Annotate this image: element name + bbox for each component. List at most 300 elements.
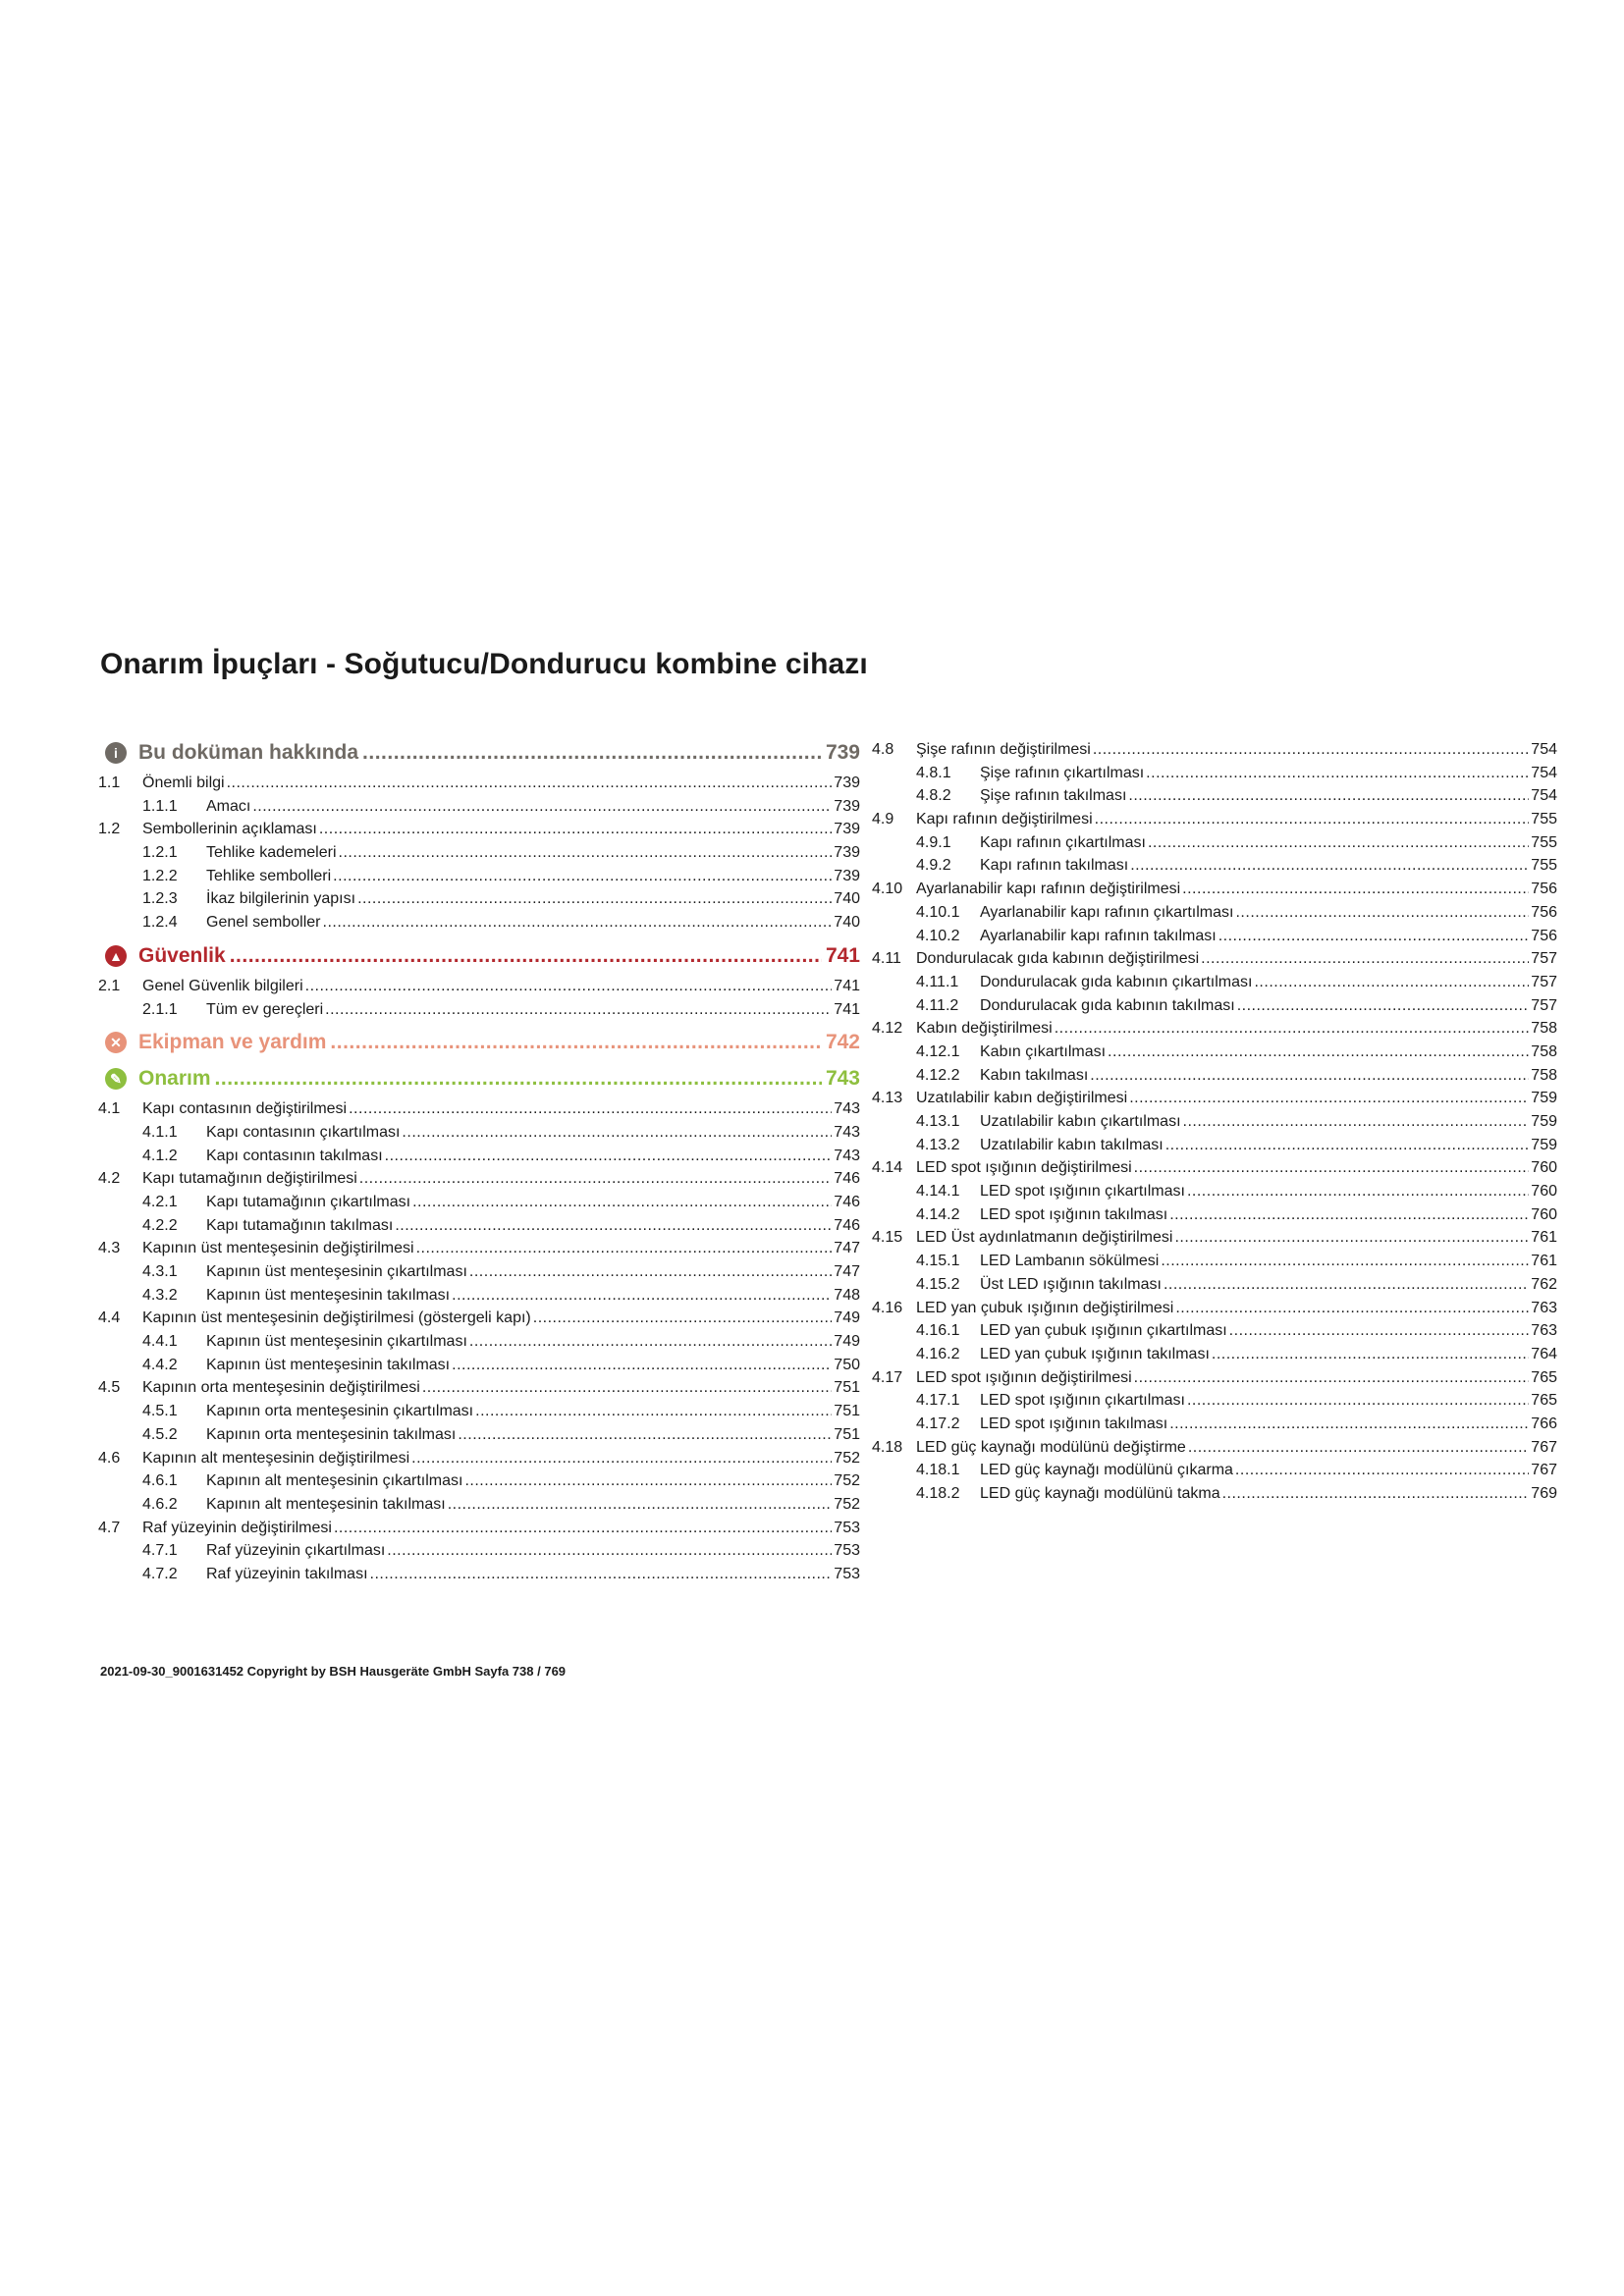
- dot-leader: [1187, 1389, 1529, 1413]
- page-footer: 2021-09-30_9001631452 Copyright by BSH Hausgeräte GmbH Sayfa 738 / 769: [100, 1664, 567, 1679]
- toc-entry-4-13-1[interactable]: [872, 1110, 1557, 1134]
- dot-leader: [1169, 1413, 1529, 1436]
- toc-entry-4-18-2[interactable]: [872, 1482, 1557, 1506]
- dot-leader: [385, 1145, 833, 1168]
- toc-entry-number: 4.18.1: [916, 1462, 960, 1479]
- toc-entry-number: 4.5.1: [142, 1403, 178, 1420]
- toc-entry-title: Uzatılabilir kabın takılması: [980, 1136, 1164, 1153]
- toc-entry-number: 4.3.2: [142, 1286, 178, 1304]
- wrench-icon: ✎: [105, 1068, 127, 1090]
- toc-entry-number: 4.18.2: [916, 1485, 960, 1502]
- dot-leader: [215, 1067, 822, 1091]
- dot-leader: [452, 1284, 832, 1308]
- toc-entry-4-17[interactable]: [872, 1366, 1557, 1390]
- dot-leader: [1201, 947, 1529, 971]
- dot-leader: [305, 975, 833, 998]
- toc-entry-number: 4.16: [872, 1299, 903, 1316]
- toc-entry-number: 4.17: [872, 1368, 903, 1386]
- toc-chapter-title: Onarım: [138, 1067, 211, 1091]
- toc-entry-title: Tehlike sembolleri: [206, 867, 332, 884]
- toc-page-number: 743: [825, 1067, 860, 1091]
- toc-entry-4-7-2[interactable]: [98, 1563, 860, 1586]
- toc-entry-number: 4.13: [872, 1090, 903, 1107]
- toc-page-number: 741: [834, 1000, 860, 1018]
- toc-entry-number: 4.1.1: [142, 1123, 178, 1141]
- toc-entry-4-18-1[interactable]: [872, 1459, 1557, 1482]
- toc-page-number: 757: [1531, 973, 1557, 990]
- toc-entry-4-9[interactable]: [872, 808, 1557, 831]
- toc-entry-title: Tehlike kademeleri: [206, 844, 337, 862]
- dot-leader: [1218, 925, 1530, 948]
- toc-entry-number: 1.1.1: [142, 797, 178, 815]
- toc-entry-4-16-2[interactable]: [872, 1343, 1557, 1366]
- toc-entry-number: 4.4: [98, 1309, 121, 1327]
- toc-entry-4-15-2[interactable]: [872, 1273, 1557, 1297]
- dot-leader: [323, 911, 833, 934]
- toc-entry-title: Raf yüzeyinin değiştirilmesi: [142, 1519, 332, 1536]
- toc-entry-4-11-1[interactable]: [872, 971, 1557, 994]
- toc-entry-4-4-1[interactable]: [98, 1330, 860, 1354]
- toc-chapter-title: Bu doküman hakkında: [138, 741, 359, 764]
- dot-leader: [227, 772, 833, 795]
- toc-page-number: 741: [825, 943, 860, 967]
- toc-entry-title: LED spot ışığının takılması: [980, 1205, 1168, 1223]
- toc-entry-4-2-1[interactable]: [98, 1191, 860, 1214]
- toc-chapter-title: Güvenlik: [138, 943, 226, 967]
- toc-entry-number: 4.17.2: [916, 1415, 960, 1432]
- dot-leader: [1212, 1343, 1529, 1366]
- toc-entry-1-1[interactable]: [98, 772, 860, 795]
- toc-page-number: 739: [834, 867, 860, 884]
- toc-entry-title: Genel semboller: [206, 914, 321, 932]
- dot-leader: [416, 1237, 833, 1260]
- toc-page-number: 746: [834, 1170, 860, 1188]
- toc-entry-title: Ayarlanabilir kapı rafının takılması: [980, 927, 1217, 944]
- toc-page-number: 756: [1531, 903, 1557, 921]
- toc-entry-title: LED yan çubuk ışığının değiştirilmesi: [916, 1299, 1174, 1316]
- toc-entry-4-15[interactable]: [872, 1226, 1557, 1250]
- toc-right-column: [872, 738, 1557, 1506]
- toc-entry-title: Kapının orta menteşesinin değiştirilmesi: [142, 1379, 420, 1397]
- toc-entry-number: 4.8.1: [916, 764, 951, 781]
- toc-entry-4-10[interactable]: [872, 878, 1557, 901]
- toc-page-number: 748: [834, 1286, 860, 1304]
- toc-entry-number: 4.9.2: [916, 857, 951, 875]
- toc-entry-4-3-1[interactable]: [98, 1260, 860, 1284]
- dot-leader: [359, 1167, 833, 1191]
- toc-entry-4-18[interactable]: [872, 1436, 1557, 1460]
- toc-entry-number: 4.6: [98, 1449, 121, 1467]
- dot-leader: [1146, 762, 1529, 785]
- toc-chapter-onarim[interactable]: [98, 1064, 860, 1094]
- toc-entry-title: Tüm ev gereçleri: [206, 1000, 324, 1018]
- dot-leader: [1134, 1156, 1530, 1180]
- toc-entry-title: LED güç kaynağı modülünü çıkarma: [980, 1462, 1233, 1479]
- dot-leader: [333, 865, 832, 888]
- toc-entry-number: 4.5: [98, 1379, 121, 1397]
- toc-entry-4-6-1[interactable]: [98, 1469, 860, 1493]
- toc-entry-4-12-1[interactable]: [872, 1041, 1557, 1064]
- toc-entry-4-5-2[interactable]: [98, 1423, 860, 1447]
- toc-entry-title: Amacı: [206, 797, 251, 815]
- toc-entry-4-6[interactable]: [98, 1447, 860, 1470]
- toc-entry-title: Kapının üst menteşesinin takılması: [206, 1286, 451, 1304]
- toc-entry-number: 4.7.2: [142, 1565, 178, 1582]
- toc-entry-4-12-2[interactable]: [872, 1064, 1557, 1088]
- toc-entry-number: 1.2.4: [142, 914, 178, 932]
- toc-entry-4-13-2[interactable]: [872, 1134, 1557, 1157]
- toc-entry-4-16[interactable]: [872, 1297, 1557, 1320]
- toc-entry-1-2-2[interactable]: [98, 865, 860, 888]
- toc-page-number: 752: [834, 1449, 860, 1467]
- dot-leader: [469, 1260, 832, 1284]
- toc-entry-title: Dondurulacak gıda kabının çıkartılması: [980, 973, 1253, 990]
- toc-entry-4-8-1[interactable]: [872, 762, 1557, 785]
- toc-entry-number: 4.15: [872, 1229, 903, 1247]
- toc-chapter-bu-dokuman-hakkinda[interactable]: [98, 738, 860, 768]
- toc-entry-4-8-2[interactable]: [872, 784, 1557, 808]
- toc-page-number: 740: [834, 890, 860, 908]
- dot-leader: [1182, 878, 1529, 901]
- toc-entry-title: Uzatılabilir kabın çıkartılması: [980, 1113, 1181, 1130]
- toc-entry-title: Uzatılabilir kabın değiştirilmesi: [916, 1090, 1128, 1107]
- toc-entry-4-10-1[interactable]: [872, 901, 1557, 925]
- toc-entry-4-17-2[interactable]: [872, 1413, 1557, 1436]
- dot-leader: [1055, 1017, 1530, 1041]
- toc-entry-number: 4.16.2: [916, 1345, 960, 1362]
- toc-entry-number: 4.10.2: [916, 927, 960, 944]
- toc-entry-title: Kapı contasının çıkartılması: [206, 1123, 401, 1141]
- toc-entry-number: 4.12: [872, 1020, 903, 1038]
- toc-entry-title: LED spot ışığının değiştirilmesi: [916, 1368, 1132, 1386]
- toc-page-number: 767: [1531, 1438, 1557, 1456]
- toc-entry-title: LED spot ışığının çıkartılması: [980, 1392, 1185, 1410]
- dot-leader: [395, 1214, 832, 1238]
- dot-leader: [1183, 1110, 1530, 1134]
- dot-leader: [1254, 971, 1529, 994]
- toc-entry-title: Genel Güvenlik bilgileri: [142, 977, 303, 994]
- toc-page-number: 757: [1531, 996, 1557, 1014]
- toc-entry-title: Raf yüzeyinin takılması: [206, 1565, 368, 1582]
- toc-page-number: 750: [834, 1356, 860, 1373]
- toc-entry-title: Kabın değiştirilmesi: [916, 1020, 1053, 1038]
- toc-page-number: 740: [834, 914, 860, 932]
- dot-leader: [1235, 901, 1529, 925]
- toc-chapter-title: Ekipman ve yardım: [138, 1031, 327, 1054]
- toc-entry-number: 4.10.1: [916, 903, 960, 921]
- toc-entry-number: 4.6.1: [142, 1472, 178, 1490]
- toc-entry-4-7[interactable]: [98, 1517, 860, 1540]
- toc-left-column: [98, 738, 860, 1586]
- toc-page-number: 751: [834, 1425, 860, 1443]
- dot-leader: [452, 1354, 832, 1377]
- toc-entry-title: LED güç kaynağı modülünü değiştirme: [916, 1438, 1186, 1456]
- toc-entry-title: Kapının orta menteşesinin takılması: [206, 1425, 457, 1443]
- toc-entry-4-3-2[interactable]: [98, 1284, 860, 1308]
- toc-entry-4-1[interactable]: [98, 1097, 860, 1121]
- toc-entry-number: 4.11: [872, 950, 901, 968]
- toc-entry-title: Kapının alt menteşesinin çıkartılması: [206, 1472, 463, 1490]
- dot-leader: [1188, 1436, 1529, 1460]
- dot-leader: [387, 1539, 832, 1563]
- toc-page-number: 746: [834, 1216, 860, 1234]
- toc-page-number: 739: [834, 821, 860, 838]
- toc-entry-number: 4.7.1: [142, 1542, 178, 1560]
- toc-entry-number: 4.4.1: [142, 1333, 178, 1351]
- dot-leader: [1174, 1226, 1529, 1250]
- toc-entry-4-13[interactable]: [872, 1087, 1557, 1110]
- toc-page-number: 751: [834, 1379, 860, 1397]
- toc-entry-4-6-2[interactable]: [98, 1493, 860, 1517]
- toc-entry-4-11-2[interactable]: [872, 994, 1557, 1018]
- toc-entry-number: 4.10: [872, 881, 903, 898]
- dot-leader: [1090, 1064, 1529, 1088]
- toc-entry-4-5-1[interactable]: [98, 1400, 860, 1423]
- toc-entry-1-2-4[interactable]: [98, 911, 860, 934]
- toc-entry-title: LED spot ışığının çıkartılması: [980, 1183, 1185, 1201]
- toc-entry-title: LED yan çubuk ışığının çıkartılması: [980, 1322, 1227, 1340]
- toc-page-number: 759: [1531, 1113, 1557, 1130]
- dot-leader: [1164, 1273, 1529, 1297]
- toc-page-number: 765: [1531, 1368, 1557, 1386]
- dot-leader: [370, 1563, 833, 1586]
- dot-leader: [252, 795, 832, 819]
- dot-leader: [1161, 1250, 1529, 1273]
- toc-page-number: 747: [834, 1263, 860, 1280]
- toc-page-number: 739: [834, 797, 860, 815]
- toc-page-number: 743: [834, 1147, 860, 1164]
- toc-page-number: 739: [834, 844, 860, 862]
- toc-entry-title: Kapının orta menteşesinin çıkartılması: [206, 1403, 474, 1420]
- toc-entry-4-4-2[interactable]: [98, 1354, 860, 1377]
- toc-entry-number: 4.14.1: [916, 1183, 960, 1201]
- dot-leader: [1134, 1366, 1530, 1390]
- dot-leader: [1128, 784, 1529, 808]
- toc-entry-1-1-1[interactable]: [98, 795, 860, 819]
- dot-leader: [339, 841, 833, 865]
- dot-leader: [1165, 1134, 1530, 1157]
- toc-entry-title: Kapı rafının çıkartılması: [980, 833, 1146, 851]
- toc-page-number: 758: [1531, 1066, 1557, 1084]
- toc-entry-4-14-1[interactable]: [872, 1180, 1557, 1203]
- toc-entry-4-14[interactable]: [872, 1156, 1557, 1180]
- toc-entry-title: Dondurulacak gıda kabının değiştirilmesi: [916, 950, 1200, 968]
- dot-leader: [362, 741, 822, 765]
- toc-page-number: 752: [834, 1472, 860, 1490]
- dot-leader: [1129, 1087, 1529, 1110]
- toc-entry-number: 4.2.1: [142, 1193, 178, 1210]
- toc-page-number: 760: [1531, 1205, 1557, 1223]
- dot-leader: [412, 1191, 832, 1214]
- toc-entry-title: LED Lambanın sökülmesi: [980, 1253, 1160, 1270]
- toc-entry-number: 4.1: [98, 1100, 121, 1118]
- toc-entry-title: LED güç kaynağı modülünü takma: [980, 1485, 1220, 1502]
- dot-leader: [330, 1031, 822, 1054]
- dot-leader: [1222, 1482, 1530, 1506]
- toc-entry-2-1-1[interactable]: [98, 998, 860, 1022]
- warning-triangle-icon: ▲: [105, 945, 127, 967]
- toc-entry-number: 4.13.2: [916, 1136, 960, 1153]
- toc-entry-number: 4.11.2: [916, 996, 959, 1014]
- toc-entry-2-1[interactable]: [98, 975, 860, 998]
- toc-page-number: 763: [1531, 1299, 1557, 1316]
- dot-leader: [1108, 1041, 1529, 1064]
- dot-leader: [1229, 1319, 1530, 1343]
- toc-page-number: 757: [1531, 950, 1557, 968]
- toc-entry-4-9-1[interactable]: [872, 831, 1557, 855]
- toc-entry-1-2-3[interactable]: [98, 887, 860, 911]
- toc-entry-4-1-1[interactable]: [98, 1121, 860, 1145]
- toc-entry-number: 4.5.2: [142, 1425, 178, 1443]
- toc-entry-title: Kabın çıkartılması: [980, 1042, 1107, 1060]
- toc-entry-4-5[interactable]: [98, 1376, 860, 1400]
- toc-entry-4-7-1[interactable]: [98, 1539, 860, 1563]
- toc-entry-title: Kapının üst menteşesinin değiştirilmesi: [142, 1240, 414, 1257]
- dot-leader: [448, 1493, 833, 1517]
- toc-page-number: 754: [1531, 764, 1557, 781]
- toc-page-number: 763: [1531, 1322, 1557, 1340]
- toc-page-number: 742: [825, 1031, 860, 1054]
- dot-leader: [1175, 1297, 1529, 1320]
- dot-leader: [1187, 1180, 1529, 1203]
- toc-entry-4-2[interactable]: [98, 1167, 860, 1191]
- toc-entry-4-9-2[interactable]: [872, 854, 1557, 878]
- toc-page-number: 753: [834, 1542, 860, 1560]
- toc-page-number: 762: [1531, 1275, 1557, 1293]
- toc-page-number: 749: [834, 1333, 860, 1351]
- toc-page-number: 752: [834, 1495, 860, 1513]
- toc-entry-number: 4.8: [872, 741, 894, 758]
- toc-entry-number: 4.3.1: [142, 1263, 178, 1280]
- toc-page-number: 743: [834, 1123, 860, 1141]
- toc-entry-4-4[interactable]: [98, 1307, 860, 1330]
- toc-page-number: 754: [1531, 741, 1557, 758]
- dot-leader: [533, 1307, 833, 1330]
- toc-entry-title: Kapı tutamağının çıkartılması: [206, 1193, 411, 1210]
- toc-entry-number: 4.18: [872, 1438, 903, 1456]
- toc-entry-title: Kapı tutamağının takılması: [206, 1216, 394, 1234]
- toc-page-number: 741: [834, 977, 860, 994]
- toc-page-number: 751: [834, 1403, 860, 1420]
- toc-entry-number: 1.2: [98, 821, 121, 838]
- toc-page-number: 747: [834, 1240, 860, 1257]
- toc-entry-4-17-1[interactable]: [872, 1389, 1557, 1413]
- toc-entry-title: Kapının üst menteşesinin değiştirilmesi (göstergeli kapı): [142, 1309, 531, 1327]
- toc-entry-4-14-2[interactable]: [872, 1203, 1557, 1227]
- toc-page-number: 755: [1531, 833, 1557, 851]
- toc-page-number: 754: [1531, 787, 1557, 805]
- dot-leader: [469, 1330, 832, 1354]
- toc-entry-4-12[interactable]: [872, 1017, 1557, 1041]
- toc-entry-title: Önemli bilgi: [142, 774, 225, 791]
- toc-page-number: 753: [834, 1565, 860, 1582]
- toc-entry-title: Şişe rafının çıkartılması: [980, 764, 1145, 781]
- dot-leader: [334, 1517, 832, 1540]
- toc-entry-1-2[interactable]: [98, 818, 860, 841]
- toc-entry-4-10-2[interactable]: [872, 925, 1557, 948]
- toc-page-number: 759: [1531, 1136, 1557, 1153]
- toc-page-number: 766: [1531, 1415, 1557, 1432]
- toc-entry-number: 4.14: [872, 1159, 903, 1177]
- toc-entry-4-8[interactable]: [872, 738, 1557, 762]
- toc-page-number: 764: [1531, 1345, 1557, 1362]
- toc-entry-title: Kapının alt menteşesinin takılması: [206, 1495, 446, 1513]
- toc-entry-number: 1.2.2: [142, 867, 178, 884]
- toc-entry-title: Kapının üst menteşesinin çıkartılması: [206, 1263, 467, 1280]
- toc-entry-4-15-1[interactable]: [872, 1250, 1557, 1273]
- toc-entry-title: Kapının alt menteşesinin değiştirilmesi: [142, 1449, 410, 1467]
- toc-entry-number: 4.11.1: [916, 973, 959, 990]
- toc-entry-number: 1.1: [98, 774, 121, 791]
- toc-entry-number: 2.1.1: [142, 1000, 178, 1018]
- toc-page-number: 759: [1531, 1090, 1557, 1107]
- toc-chapter-ekipman-ve-yardim[interactable]: [98, 1028, 860, 1057]
- toc-entry-title: Kapı contasının takılması: [206, 1147, 383, 1164]
- toc-entry-title: Kapı rafının değiştirilmesi: [916, 811, 1093, 828]
- toc-entry-number: 4.7: [98, 1519, 121, 1536]
- toc-entry-title: Dondurulacak gıda kabının takılması: [980, 996, 1235, 1014]
- toc-entry-title: Şişe rafının takılması: [980, 787, 1127, 805]
- toc-page-number: 746: [834, 1193, 860, 1210]
- toc-entry-title: Kapı contasının değiştirilmesi: [142, 1100, 348, 1118]
- toc-page-number: 756: [1531, 881, 1557, 898]
- toc-page-number: 758: [1531, 1042, 1557, 1060]
- toc-entry-4-16-1[interactable]: [872, 1319, 1557, 1343]
- toc-entry-number: 4.3: [98, 1240, 121, 1257]
- toc-page-number: 761: [1531, 1229, 1557, 1247]
- toc-entry-title: LED Üst aydınlatmanın değiştirilmesi: [916, 1229, 1173, 1247]
- toc-entry-4-2-2[interactable]: [98, 1214, 860, 1238]
- toc-page-number: 761: [1531, 1253, 1557, 1270]
- toc-entry-title: Kapı rafının takılması: [980, 857, 1129, 875]
- toc-page-number: 753: [834, 1519, 860, 1536]
- info-icon: i: [105, 742, 127, 764]
- toc-entry-title: LED yan çubuk ışığının takılması: [980, 1345, 1210, 1362]
- toc-entry-number: 4.8.2: [916, 787, 951, 805]
- toc-entry-4-11[interactable]: [872, 947, 1557, 971]
- toc-entry-title: Üst LED ışığının takılması: [980, 1275, 1162, 1293]
- toc-page-number: 765: [1531, 1392, 1557, 1410]
- toc-page-number: 756: [1531, 927, 1557, 944]
- toc-entry-4-3[interactable]: [98, 1237, 860, 1260]
- toc-entry-number: 4.6.2: [142, 1495, 178, 1513]
- toc-entry-number: 4.1.2: [142, 1147, 178, 1164]
- tools-icon: ✕: [105, 1032, 127, 1053]
- toc-chapter-guvenlik[interactable]: [98, 941, 860, 971]
- toc-entry-4-1-2[interactable]: [98, 1145, 860, 1168]
- toc-entry-title: Şişe rafının değiştirilmesi: [916, 741, 1091, 758]
- dot-leader: [357, 887, 832, 911]
- dot-leader: [230, 944, 822, 968]
- toc-entry-title: Sembollerinin açıklaması: [142, 821, 317, 838]
- toc-entry-1-2-1[interactable]: [98, 841, 860, 865]
- toc-page-number: 749: [834, 1309, 860, 1327]
- toc-entry-number: 4.14.2: [916, 1205, 960, 1223]
- toc-entry-number: 4.13.1: [916, 1113, 960, 1130]
- toc-entry-title: Kabın takılması: [980, 1066, 1089, 1084]
- toc-entry-number: 4.9.1: [916, 833, 951, 851]
- dot-leader: [1235, 1459, 1529, 1482]
- toc-page-number: 760: [1531, 1159, 1557, 1177]
- toc-page-number: 758: [1531, 1020, 1557, 1038]
- toc-entry-number: 1.2.3: [142, 890, 178, 908]
- dot-leader: [464, 1469, 832, 1493]
- toc-entry-number: 4.12.1: [916, 1042, 960, 1060]
- toc-entry-title: Kapının üst menteşesinin takılması: [206, 1356, 451, 1373]
- toc-entry-number: 4.2: [98, 1170, 121, 1188]
- toc-entry-number: 4.12.2: [916, 1066, 960, 1084]
- toc-page-number: 760: [1531, 1183, 1557, 1201]
